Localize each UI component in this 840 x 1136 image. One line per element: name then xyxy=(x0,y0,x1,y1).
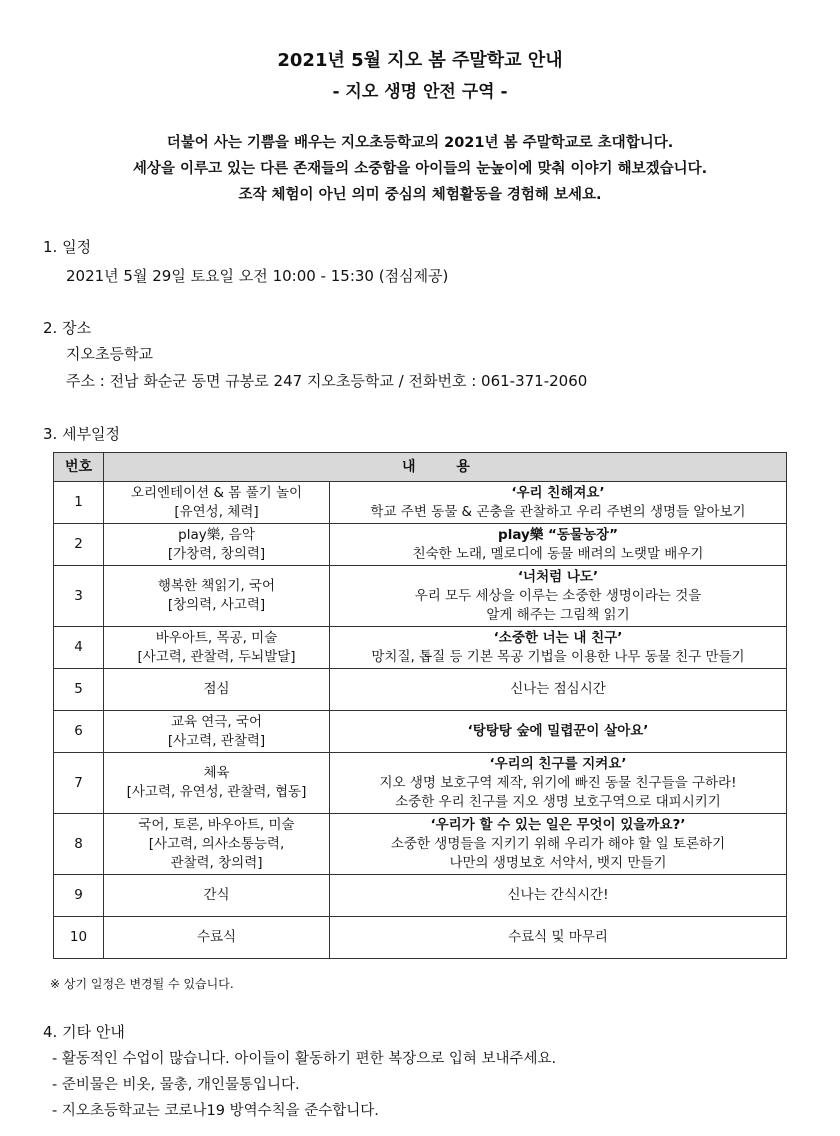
intro-line: 세상을 이루고 있는 다른 존재들의 소중함을 아이들의 눈높이에 맞춰 이야기 해보겠습니다. xyxy=(132,161,708,177)
schedule-note: ※ 상기 일정은 변경될 수 있습니다. xyxy=(50,977,234,991)
page-title: 2021년 5월 지오 봄 주말학교 안내 xyxy=(277,50,563,71)
row-number: 5 xyxy=(54,669,104,711)
row-subject: 교육 연극, 국어 [사고력, 관찰력] xyxy=(104,711,330,753)
table-row xyxy=(54,875,787,917)
row-number: 8 xyxy=(54,814,104,875)
row-subject: play樂, 음악 [가창력, 창의력] xyxy=(104,524,330,566)
row-number: 9 xyxy=(54,875,104,917)
row-subject: 오리엔테이션 & 몸 풀기 놀이 [유연성, 체력] xyxy=(104,482,330,524)
detail-schedule-table xyxy=(53,452,787,959)
row-content: ‘우리 친해져요’ 학교 주변 동물 & 곤충을 관찰하고 우리 주변의 생명들 알아보기 xyxy=(330,482,787,524)
table-row xyxy=(54,669,787,711)
row-content: ‘소중한 너는 내 친구’ 망치질, 톱질 등 기본 목공 기법을 이용한 나무 동물 친구 만들기 xyxy=(330,627,787,669)
row-subject: 행복한 책읽기, 국어 [창의력, 사고력] xyxy=(104,566,330,627)
place-address: 주소 : 전남 화순군 동면 규봉로 247 지오초등학교 / 전화번호 : 061-371-2060 xyxy=(66,372,588,390)
row-subject: 바우아트, 목공, 미술 [사고력, 관찰력, 두뇌발달] xyxy=(104,627,330,669)
table-row xyxy=(54,482,787,524)
intro-line: 더불어 사는 기쁨을 배우는 지오초등학교의 2021년 봄 주말학교로 초대합니다. xyxy=(166,135,674,151)
table-row xyxy=(54,711,787,753)
header-number: 번호 xyxy=(54,453,104,482)
row-subject: 수료식 xyxy=(104,917,330,959)
etc-item: - 활동적인 수업이 많습니다. 아이들이 활동하기 편한 복장으로 입혀 보내주세요. xyxy=(52,1051,557,1067)
table-row xyxy=(54,627,787,669)
table-row xyxy=(54,524,787,566)
detail-heading: 3. 세부일정 xyxy=(43,425,121,443)
schedule-text: 2021년 5월 29일 토요일 오전 10:00 - 15:30 (점심제공) xyxy=(66,267,449,285)
table-row xyxy=(54,566,787,627)
row-content: 수료식 및 마무리 xyxy=(330,917,787,959)
table-row xyxy=(54,814,787,875)
row-number: 4 xyxy=(54,627,104,669)
schedule-heading: 1. 일정 xyxy=(43,238,92,256)
page-subtitle: - 지오 생명 안전 구역 - xyxy=(332,82,508,102)
etc-heading: 4. 기타 안내 xyxy=(43,1023,125,1041)
row-number: 10 xyxy=(54,917,104,959)
row-content: ‘우리가 할 수 있는 일은 무엇이 있을까요?’ 소중한 생명들을 지키기 위해 우리가 해야 할 일 토론하기 나만의 생명보호 서약서, 뱃지 만들기 xyxy=(330,814,787,875)
etc-item: - 준비물은 비옷, 물총, 개인물통입니다. xyxy=(52,1077,300,1093)
row-subject: 체육 [사고력, 유연성, 관찰력, 협동] xyxy=(104,753,330,814)
row-content: ‘우리의 친구를 지켜요’ 지오 생명 보호구역 제작, 위기에 빠진 동물 친구들을 구하라! 소중한 우리 친구를 지오 생명 보호구역으로 대피시키기 xyxy=(330,753,787,814)
row-content: 신나는 간식시간! xyxy=(330,875,787,917)
row-content: 신나는 점심시간 xyxy=(330,669,787,711)
row-number: 2 xyxy=(54,524,104,566)
row-content: ‘너처럼 나도’ 우리 모두 세상을 이루는 소중한 생명이라는 것을 알게 해주는 그림책 읽기 xyxy=(330,566,787,627)
etc-item: - 지오초등학교는 코로나19 방역수칙을 준수합니다. xyxy=(52,1103,379,1119)
intro-line: 조작 체험이 아닌 의미 중심의 체험활동을 경험해 보세요. xyxy=(238,187,602,203)
row-number: 6 xyxy=(54,711,104,753)
place-heading: 2. 장소 xyxy=(43,319,92,337)
intro-paragraph xyxy=(0,130,840,208)
row-number: 3 xyxy=(54,566,104,627)
row-number: 1 xyxy=(54,482,104,524)
row-content: play樂 “동물농장” 친숙한 노래, 멜로디에 동물 배려의 노랫말 배우기 xyxy=(330,524,787,566)
table-header-row xyxy=(54,453,787,482)
row-content: ‘탕탕탕 숲에 밀렵꾼이 살아요’ xyxy=(330,711,787,753)
table-row xyxy=(54,917,787,959)
place-name: 지오초등학교 xyxy=(66,345,153,363)
row-subject: 국어, 토론, 바우아트, 미술 [사고력, 의사소통능력, 관찰력, 창의력] xyxy=(104,814,330,875)
header-content: 내 용 xyxy=(104,453,787,482)
row-number: 7 xyxy=(54,753,104,814)
row-subject: 점심 xyxy=(104,669,330,711)
table-row xyxy=(54,753,787,814)
row-subject: 간식 xyxy=(104,875,330,917)
